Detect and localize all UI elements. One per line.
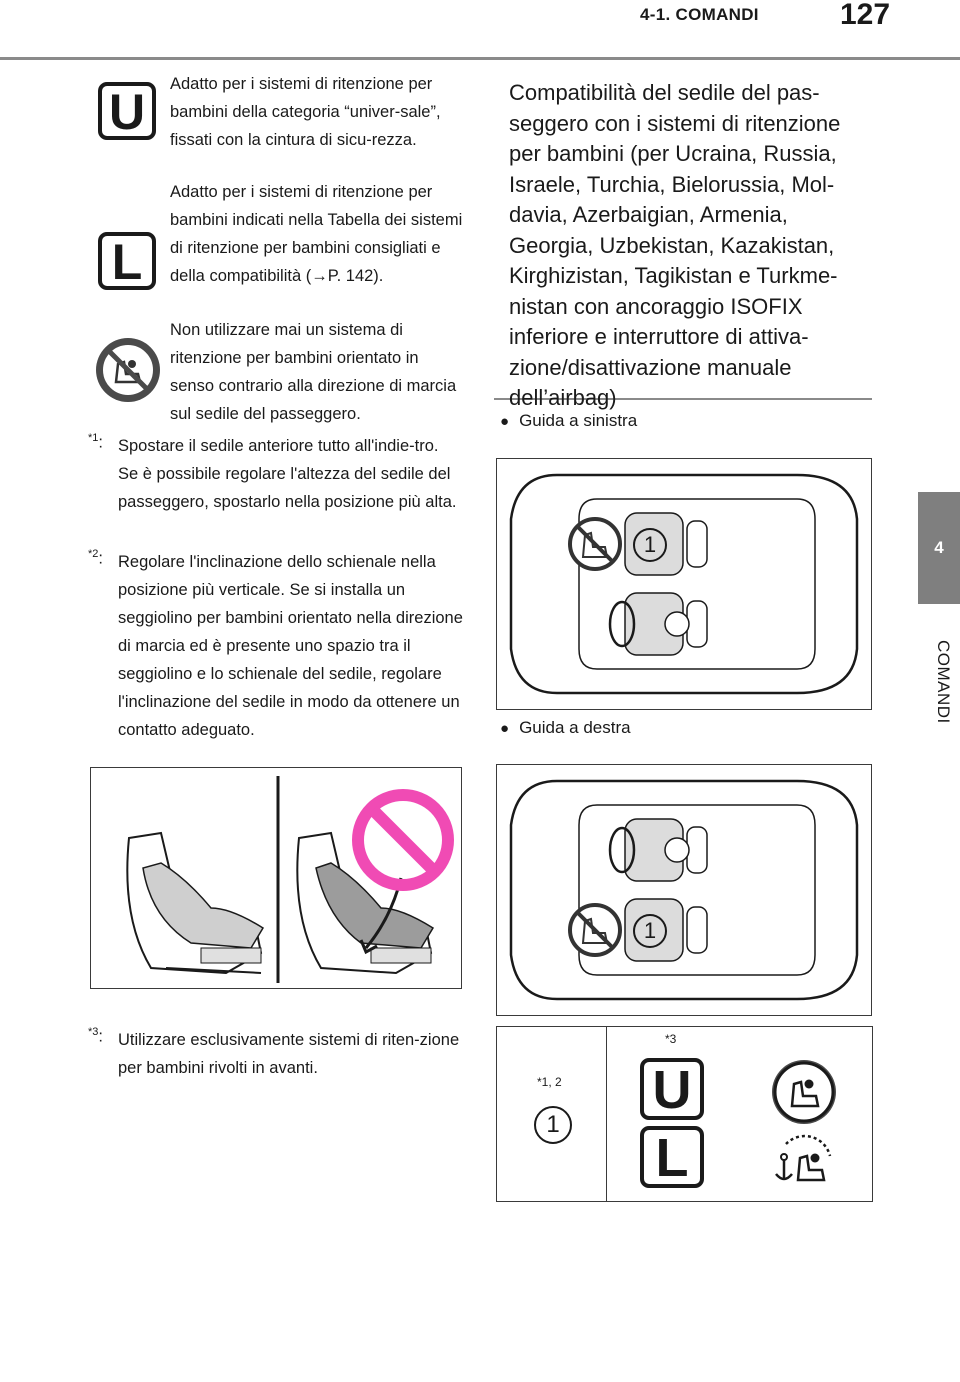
rhd-label: Guida a destra <box>519 718 631 737</box>
note-text-3: Utilizzare esclusivamente sistemi di riten-zione per bambini rivolti in avanti. <box>118 1031 460 1077</box>
table-note-left: *1, 2 <box>537 1075 562 1089</box>
specific-l-icon: L <box>98 232 156 290</box>
chapter-tab[interactable]: 4 <box>918 492 960 604</box>
rhd-seat-number: 1 <box>633 914 667 948</box>
lhd-bullet: ● Guida a sinistra <box>500 411 638 430</box>
legend-text-l: Adatto per i sistemi di ritenzione per bambini indicati nella Tabella dei sistemi di ritenzione per bambini consigliati e della compatibilità (→P. 142). <box>170 183 463 285</box>
legend-text-rear-facing: Non utilizzare mai un sistema di ritenzione per bambini orientato in senso contrario alla direzione di marcia sul sedile del passeggero. <box>170 321 457 423</box>
correct-seat-figure <box>127 833 263 973</box>
forward-facing-seat-icon <box>772 1060 836 1124</box>
table-note-right: *3 <box>665 1032 677 1046</box>
lhd-seat-number: 1 <box>633 528 667 562</box>
prohibited-icon <box>358 795 448 885</box>
rhd-bullet: ● Guida a destra <box>500 718 631 737</box>
table-universal-u-icon: U <box>640 1058 704 1120</box>
header-rule <box>0 57 960 60</box>
lhd-car-diagram <box>496 458 872 710</box>
universal-u-icon: U <box>98 82 156 140</box>
table-divider <box>606 1026 607 1202</box>
note-text-1: Spostare il sedile anteriore tutto all'indie-tro. Se è possibile regolare l'altezza del sedile del passeggero, spostarlo nella posizione più alta. <box>118 437 457 511</box>
legend-text-u: Adatto per i sistemi di ritenzione per bambini della categoria “univer-sale”, fissati con la cintura di sicu-rezza. <box>170 75 441 149</box>
table-specific-l-icon: L <box>640 1126 704 1188</box>
table-seat-number: 1 <box>534 1106 572 1144</box>
no-rear-facing-seat-icon <box>96 338 160 402</box>
note-mark-2: $^{*2}$: <box>88 548 103 568</box>
section-heading: Compatibilità del sedile del pas-seggero con i sistemi di ritenzione per bambini (per Ucraina, Russia, Israele, Turchia, Bielorussia, Mol-davia, Azerbaigian, Armenia, Georgia, Uzbekistan, Kazakistan, Kirghizistan, Tagikistan e Turkme-nistan con ancoraggio ISOFIX inferiore e interruttore di attiva-zione/disattivazione manuale dell’airbag) <box>509 80 841 410</box>
note-text-2: Regolare l'inclinazione dello schienale nella posizione più verticale. Se si installa un seggiolino per bambini orientato nella direzione di marcia ed è presente uno spazio tra il seggiolino e lo schienale del sedile, regolare l'inclinazione del sedile in modo da ottenere un contatto adeguato. <box>118 553 463 739</box>
page-number: 127 <box>840 0 891 31</box>
seat-recline-illustration <box>90 767 462 989</box>
chapter-label: COMANDI <box>934 640 953 724</box>
note-mark-3: $^{*3}$: <box>88 1026 103 1046</box>
lhd-label: Guida a sinistra <box>519 411 638 430</box>
note-mark-1: $^{*1}$: <box>88 432 103 452</box>
isofix-anchor-seat-icon <box>772 1130 836 1188</box>
section-title: 4-1. COMANDI <box>640 5 759 24</box>
rhd-car-diagram <box>496 764 872 1016</box>
